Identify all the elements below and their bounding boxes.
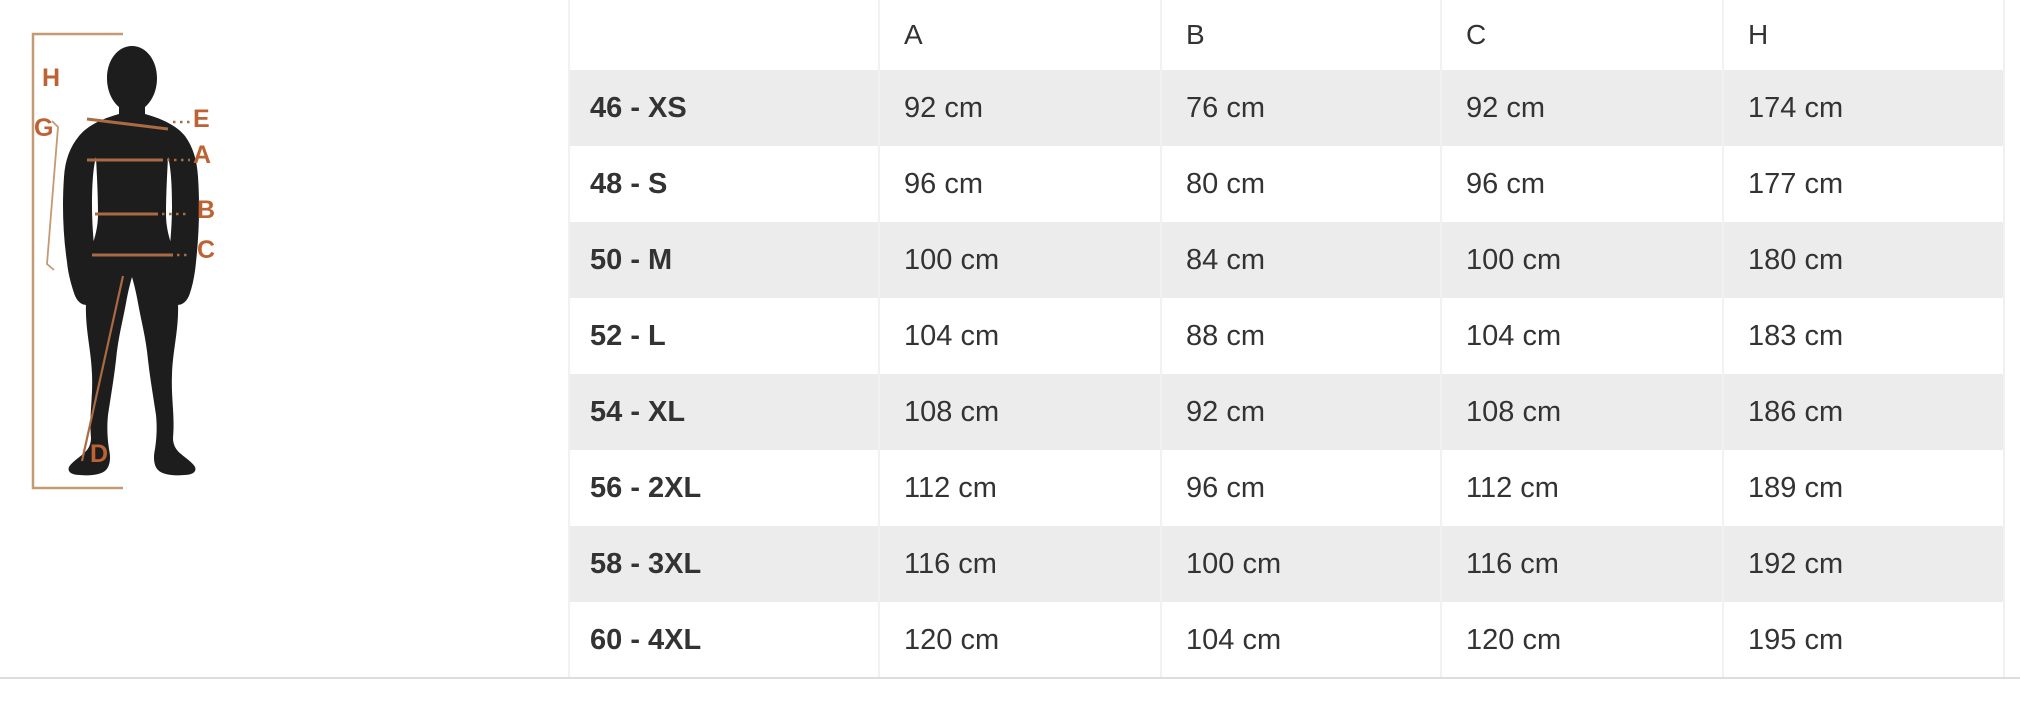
measurement-cell: 96 cm bbox=[878, 146, 1160, 222]
column-header-c: C bbox=[1440, 0, 1722, 70]
table-row bbox=[568, 602, 2005, 678]
size-cell: 48 - S bbox=[568, 146, 878, 222]
arm-label: G bbox=[34, 114, 54, 142]
inseam-label: D bbox=[90, 440, 109, 468]
measurement-cell: 183 cm bbox=[1722, 298, 2005, 374]
measurement-cell: 195 cm bbox=[1722, 602, 2005, 678]
waist-label: B bbox=[197, 196, 216, 224]
measurement-cell: 116 cm bbox=[1440, 526, 1722, 602]
column-header-a: A bbox=[878, 0, 1160, 70]
size-cell: 52 - L bbox=[568, 298, 878, 374]
measurement-cell: 104 cm bbox=[878, 298, 1160, 374]
size-cell: 58 - 3XL bbox=[568, 526, 878, 602]
measurement-cell: 100 cm bbox=[1160, 526, 1440, 602]
measurement-cell: 112 cm bbox=[878, 450, 1160, 526]
size-cell: 50 - M bbox=[568, 222, 878, 298]
size-cell: 54 - XL bbox=[568, 374, 878, 450]
measurement-cell: 112 cm bbox=[1440, 450, 1722, 526]
table-row bbox=[568, 70, 2005, 146]
size-table bbox=[568, 0, 2005, 678]
measurement-cell: 76 cm bbox=[1160, 70, 1440, 146]
measurement-cell: 192 cm bbox=[1722, 526, 2005, 602]
measurement-figure-panel bbox=[0, 0, 440, 704]
measurement-cell: 108 cm bbox=[878, 374, 1160, 450]
column-header-b: B bbox=[1160, 0, 1440, 70]
hip-label: C bbox=[197, 236, 216, 264]
column-header-h: H bbox=[1722, 0, 2005, 70]
measurement-cell: 120 cm bbox=[1440, 602, 1722, 678]
measurement-cell: 186 cm bbox=[1722, 374, 2005, 450]
size-cell: 46 - XS bbox=[568, 70, 878, 146]
table-row bbox=[568, 298, 2005, 374]
table-row bbox=[568, 146, 2005, 222]
measurement-cell: 84 cm bbox=[1160, 222, 1440, 298]
section-divider bbox=[0, 677, 2020, 679]
measurement-cell: 189 cm bbox=[1722, 450, 2005, 526]
measurement-cell: 104 cm bbox=[1440, 298, 1722, 374]
body-silhouette bbox=[63, 46, 199, 475]
measurement-cell: 100 cm bbox=[878, 222, 1160, 298]
measurement-cell: 116 cm bbox=[878, 526, 1160, 602]
size-cell: 56 - 2XL bbox=[568, 450, 878, 526]
measurement-cell: 92 cm bbox=[1160, 374, 1440, 450]
size-guide-figure bbox=[0, 0, 440, 704]
measurement-cell: 180 cm bbox=[1722, 222, 2005, 298]
measurement-cell: 120 cm bbox=[878, 602, 1160, 678]
table-header-row bbox=[568, 0, 2005, 70]
measurement-cell: 96 cm bbox=[1160, 450, 1440, 526]
size-cell: 60 - 4XL bbox=[568, 602, 878, 678]
measurement-cell: 177 cm bbox=[1722, 146, 2005, 222]
shoulder-label: E bbox=[193, 105, 210, 133]
measurement-cell: 80 cm bbox=[1160, 146, 1440, 222]
table-row bbox=[568, 450, 2005, 526]
arm-line bbox=[47, 121, 58, 270]
measurement-cell: 100 cm bbox=[1440, 222, 1722, 298]
table-row bbox=[568, 374, 2005, 450]
measurement-cell: 108 cm bbox=[1440, 374, 1722, 450]
measurement-cell: 92 cm bbox=[1440, 70, 1722, 146]
table-row bbox=[568, 222, 2005, 298]
chest-label: A bbox=[193, 141, 212, 169]
measurement-cell: 104 cm bbox=[1160, 602, 1440, 678]
measurement-cell: 88 cm bbox=[1160, 298, 1440, 374]
height-label: H bbox=[42, 64, 61, 92]
column-header-size bbox=[568, 0, 878, 70]
table-row bbox=[568, 526, 2005, 602]
measurement-cell: 92 cm bbox=[878, 70, 1160, 146]
measurement-cell: 174 cm bbox=[1722, 70, 2005, 146]
measurement-cell: 96 cm bbox=[1440, 146, 1722, 222]
